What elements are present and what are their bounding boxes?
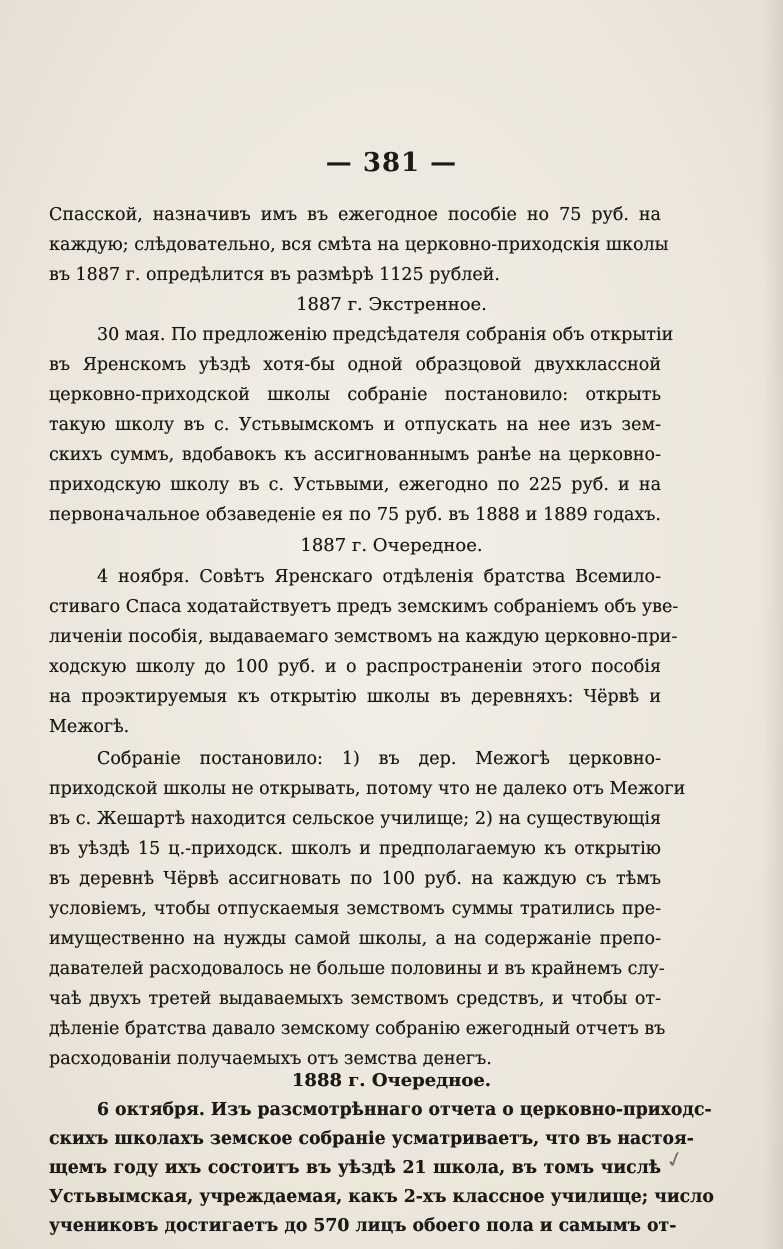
text-line: 30 мая. По предложенію предсѣдателя собранія объ открытіи: [97, 325, 674, 345]
text-line: чаѣ двухъ третей выдаваемыхъ земствомъ средствъ, и чтобы от-: [49, 989, 661, 1009]
text-line: щемъ году ихъ состоитъ въ уѣздѣ 21 школа, въ томъ числѣ: [49, 1158, 661, 1178]
text-line: расходованіи получаемыхъ отъ земства денегъ.: [49, 1049, 492, 1069]
text-line: 4 ноября. Совѣтъ Яренскаго отдѣленія братства Всемило-: [97, 567, 661, 587]
section-heading-1888-regular: 1888 г. Очередное.: [291, 1070, 492, 1091]
text-line: церковно-приходской школы собраніе постановило: открыть: [49, 385, 661, 405]
text-line: въ уѣздѣ 15 ц.-приходск. школъ и предполагаемую къ открытію: [49, 839, 661, 859]
text-line: Устьвымская, учреждаемая, какъ 2-хъ классное училище; число: [49, 1187, 714, 1207]
section-heading-1887-extraordinary: 1887 г. Экстренное.: [296, 294, 487, 315]
text-line: приходскую школу въ с. Устьвыми, ежегодно по 225 руб. и на: [49, 475, 661, 495]
text-line: учениковъ достигаетъ до 570 лицъ обоего пола и самымъ от-: [49, 1216, 677, 1236]
text-line: каждую; слѣдовательно, вся смѣта на церковно-приходскія школы: [49, 235, 669, 255]
text-line: на проэктируемыя къ открытію школы въ деревняхъ: Чёрвѣ и: [49, 687, 661, 707]
text-line: въ деревнѣ Чёрвѣ ассигновать по 100 руб. на каждую съ тѣмъ: [49, 869, 661, 889]
text-line: скихъ суммъ, вдобавокъ къ ассигнованнымъ ранѣе на церковно-: [49, 445, 661, 465]
text-line: такую школу въ с. Устьвымскомъ и отпускать на нее изъ зем-: [49, 415, 661, 435]
text-line: въ с. Жешартѣ находится сельское училище; 2) на существующія: [49, 809, 661, 829]
text-line: имущественно на нужды самой школы, а на содержаніе препо-: [49, 929, 661, 949]
text-line: Межогѣ.: [49, 717, 130, 737]
text-line: въ Яренскомъ уѣздѣ хотя-бы одной образцовой двухклассной: [49, 355, 661, 375]
text-line: въ 1887 г. опредѣлится въ размѣрѣ 1125 рублей.: [49, 265, 500, 285]
text-line: условіемъ, чтобы отпускаемыя земствомъ суммы тратились пре-: [49, 899, 661, 919]
pencil-check-mark-icon: ✓: [663, 1146, 688, 1175]
text-line: 6 октября. Изъ разсмотрѣннаго отчета о церковно-приходс-: [97, 1100, 712, 1120]
text-line: приходской школы не открывать, потому что не далеко отъ Межоги: [49, 779, 686, 799]
text-line: стиваго Спаса ходатайствуетъ предъ земскимъ собраніемъ объ уве-: [49, 597, 679, 617]
text-line: давателей расходовалось не больше половины и въ крайнемъ слу-: [49, 959, 665, 979]
text-line: Собраніе постановило: 1) въ дер. Межогѣ церковно-: [97, 749, 661, 769]
text-line: Спасской, назначивъ имъ въ ежегодное пособіе но 75 руб. на: [49, 205, 661, 225]
text-line: ходскую школу до 100 руб. и о распространеніи этого пособія: [49, 657, 661, 677]
text-line: первоначальное обзаведеніе ея по 75 руб. въ 1888 и 1889 годахъ.: [49, 505, 661, 525]
text-line: скихъ школахъ земское собраніе усматриваетъ, что въ настоя-: [49, 1129, 694, 1149]
text-line: личеніи пособія, выдаваемаго земствомъ на каждую церковно-при-: [49, 627, 678, 647]
page-number: — 381 —: [325, 148, 458, 178]
section-heading-1887-regular: 1887 г. Очередное.: [300, 535, 483, 556]
page-gutter-shadow: [763, 0, 783, 1249]
text-line: дѣленіе братства давало земскому собранію ежегодный отчетъ въ: [49, 1019, 666, 1039]
